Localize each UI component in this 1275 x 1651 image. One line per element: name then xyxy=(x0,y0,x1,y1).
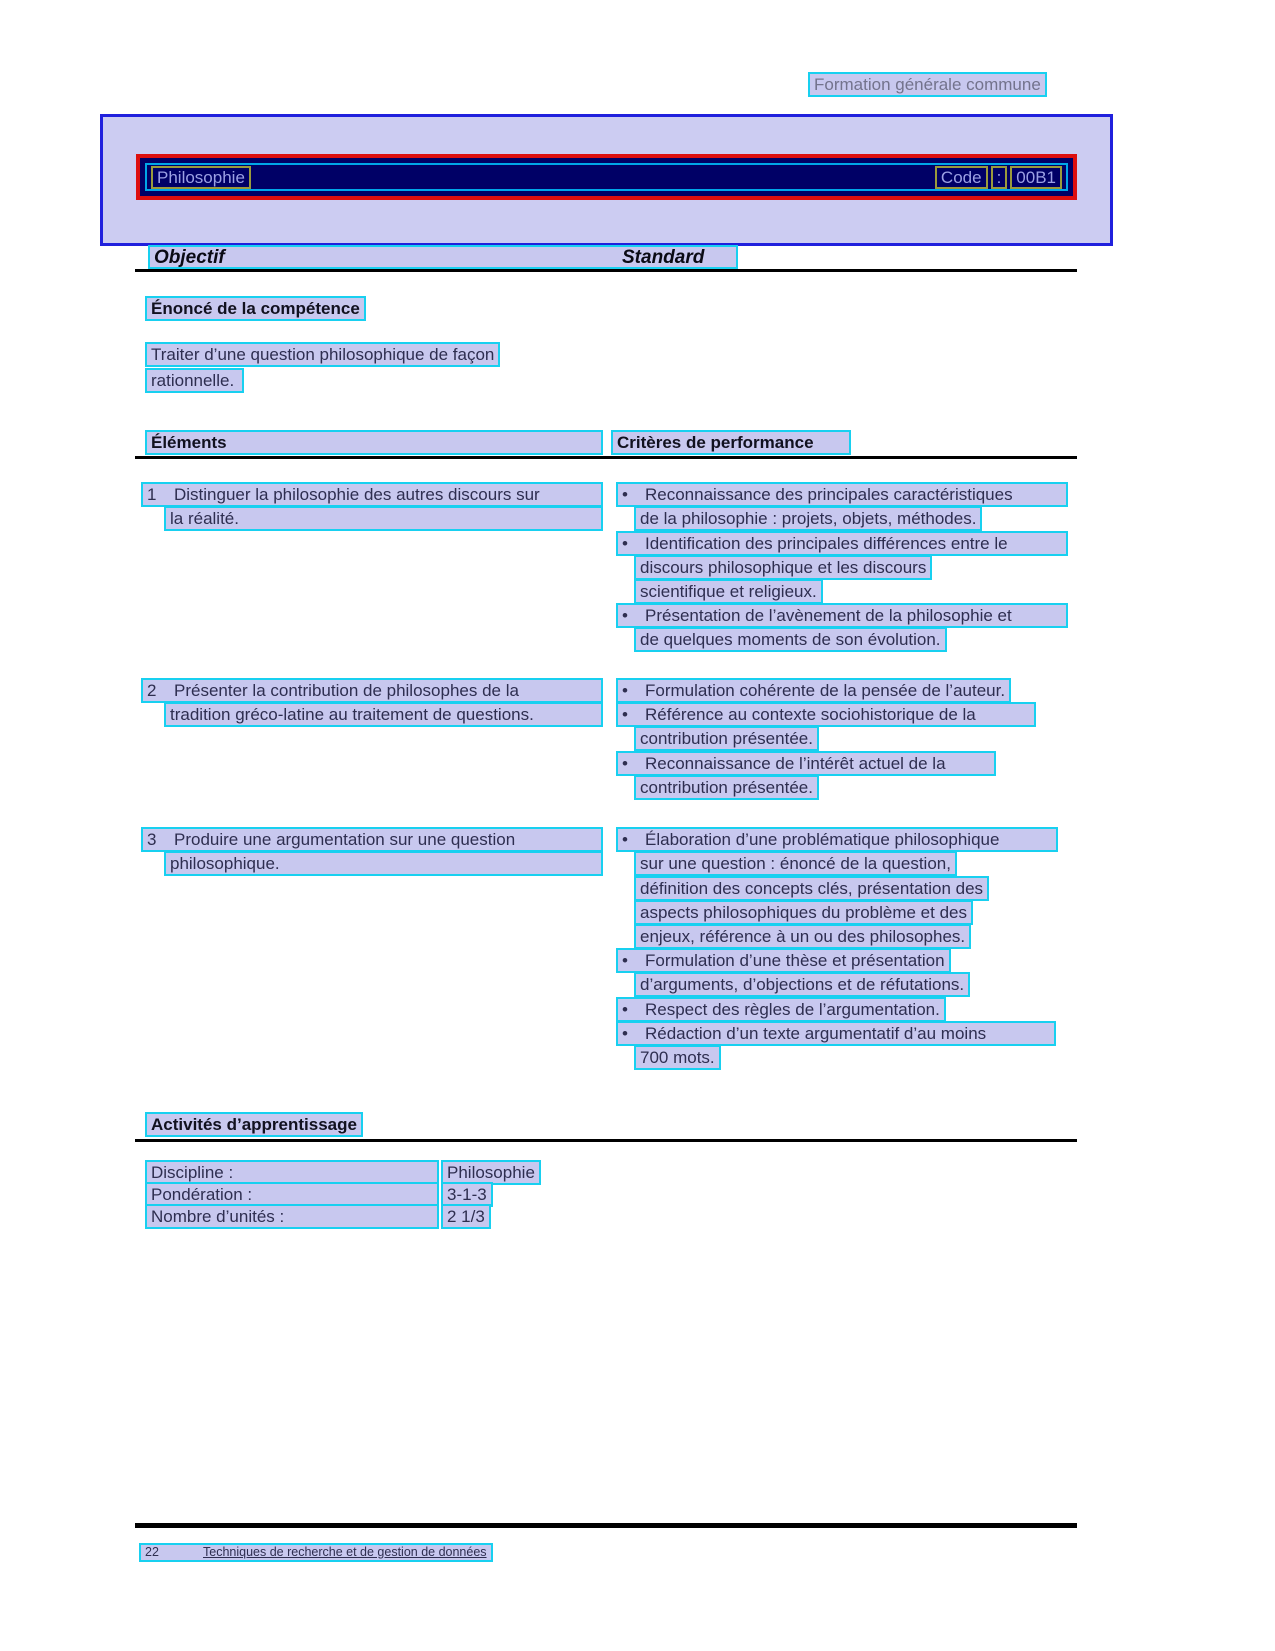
criterion-line xyxy=(616,702,1036,727)
banner-ocr-line-box xyxy=(145,163,1068,191)
element-number: 3 xyxy=(147,830,157,849)
criterion-line xyxy=(616,827,1058,852)
bullet-icon: • xyxy=(622,705,628,724)
criterion-line: enjeux, référence à un ou des philosophes. xyxy=(634,924,971,949)
criterion-line xyxy=(616,678,1011,703)
bullet-icon: • xyxy=(622,1000,628,1019)
criterion-line: discours philosophique et les discours xyxy=(634,555,932,580)
criterion-line xyxy=(616,531,1068,556)
element-text: Produire une argumentation sur une question xyxy=(174,830,516,849)
course-code-group xyxy=(935,166,1062,189)
criterion-text: Identification des principales différences entre le xyxy=(645,534,1008,553)
bullet-icon: • xyxy=(622,485,628,504)
criterion-line: de quelques moments de son évolution. xyxy=(634,627,947,652)
info-value: 3-1-3 xyxy=(441,1182,493,1207)
criterion-line: contribution présentée. xyxy=(634,726,819,751)
bullet-icon: • xyxy=(622,606,628,625)
criterion-line xyxy=(616,1021,1056,1046)
criterion-line: scientifique et religieux. xyxy=(634,579,823,604)
bullet-icon: • xyxy=(622,951,628,970)
running-header: Formation générale commune xyxy=(808,72,1047,97)
criterion-text: Présentation de l’avènement de la philosophie et xyxy=(645,606,1012,625)
info-value: 2 1/3 xyxy=(441,1204,491,1229)
criterion-text: Reconnaissance des principales caractéristiques xyxy=(645,485,1013,504)
code-separator: : xyxy=(991,166,1008,189)
objectif-heading: Objectif xyxy=(154,247,225,268)
competence-line: rationnelle. xyxy=(145,368,244,393)
bullet-icon: • xyxy=(622,681,628,700)
info-label: Nombre d’unités : xyxy=(145,1204,439,1229)
criterion-text: Élaboration d’une problématique philosophique xyxy=(645,830,1000,849)
bullet-icon: • xyxy=(622,534,628,553)
criterion-line xyxy=(616,603,1068,628)
divider-rule xyxy=(135,1139,1077,1142)
element-line xyxy=(141,827,603,852)
criterion-line xyxy=(616,997,946,1022)
footer xyxy=(139,1543,493,1562)
criterion-text: Respect des règles de l’argumentation. xyxy=(645,1000,940,1019)
info-value: Philosophie xyxy=(441,1160,541,1185)
course-title: Philosophie xyxy=(151,166,251,189)
element-text: Présenter la contribution de philosophes de la xyxy=(174,681,519,700)
divider-rule xyxy=(135,456,1077,459)
objectif-standard-band xyxy=(148,245,738,269)
element-number: 2 xyxy=(147,681,157,700)
standard-heading: Standard xyxy=(622,247,705,268)
footer-rule xyxy=(135,1523,1077,1528)
elements-heading: Éléments xyxy=(145,430,603,455)
criterion-line: d’arguments, d’objections et de réfutations. xyxy=(634,972,970,997)
enonce-heading: Énoncé de la compétence xyxy=(145,296,366,321)
criterion-line: de la philosophie : projets, objets, méthodes. xyxy=(634,506,982,531)
footer-document-title[interactable]: Techniques de recherche et de gestion de données xyxy=(203,1545,487,1559)
criterion-text: Reconnaissance de l’intérêt actuel de la xyxy=(645,754,946,773)
bullet-icon: • xyxy=(622,830,628,849)
criterion-line xyxy=(616,482,1068,507)
element-line: philosophique. xyxy=(164,851,603,876)
criterion-line: 700 mots. xyxy=(634,1045,721,1070)
element-number: 1 xyxy=(147,485,157,504)
criterion-text: Formulation d’une thèse et présentation xyxy=(645,951,945,970)
element-line: tradition gréco-latine au traitement de questions. xyxy=(164,702,603,727)
info-label: Pondération : xyxy=(145,1182,439,1207)
criterion-line: contribution présentée. xyxy=(634,775,819,800)
element-line xyxy=(141,482,603,507)
criterion-text: Formulation cohérente de la pensée de l’auteur. xyxy=(645,681,1006,700)
element-line xyxy=(141,678,603,703)
competence-line: Traiter d’une question philosophique de façon xyxy=(145,342,500,367)
criterion-line: aspects philosophiques du problème et des xyxy=(634,900,973,925)
criterion-text: Rédaction d’un texte argumentatif d’au moins xyxy=(645,1024,987,1043)
page-number: 22 xyxy=(145,1545,159,1559)
criterion-text: Référence au contexte sociohistorique de la xyxy=(645,705,976,724)
element-line: la réalité. xyxy=(164,506,603,531)
criterion-line: sur une question : énoncé de la question, xyxy=(634,851,957,876)
title-banner xyxy=(136,154,1077,200)
info-label: Discipline : xyxy=(145,1160,439,1185)
bullet-icon: • xyxy=(622,1024,628,1043)
divider-rule xyxy=(135,269,1077,272)
bullet-icon: • xyxy=(622,754,628,773)
criteres-heading: Critères de performance xyxy=(611,430,851,455)
criterion-line xyxy=(616,751,996,776)
criterion-line: définition des concepts clés, présentation des xyxy=(634,876,989,901)
element-text: Distinguer la philosophie des autres discours sur xyxy=(174,485,540,504)
code-label: Code xyxy=(935,166,988,189)
activites-heading: Activités d’apprentissage xyxy=(145,1112,363,1137)
code-value: 00B1 xyxy=(1010,166,1062,189)
criterion-line xyxy=(616,948,951,973)
